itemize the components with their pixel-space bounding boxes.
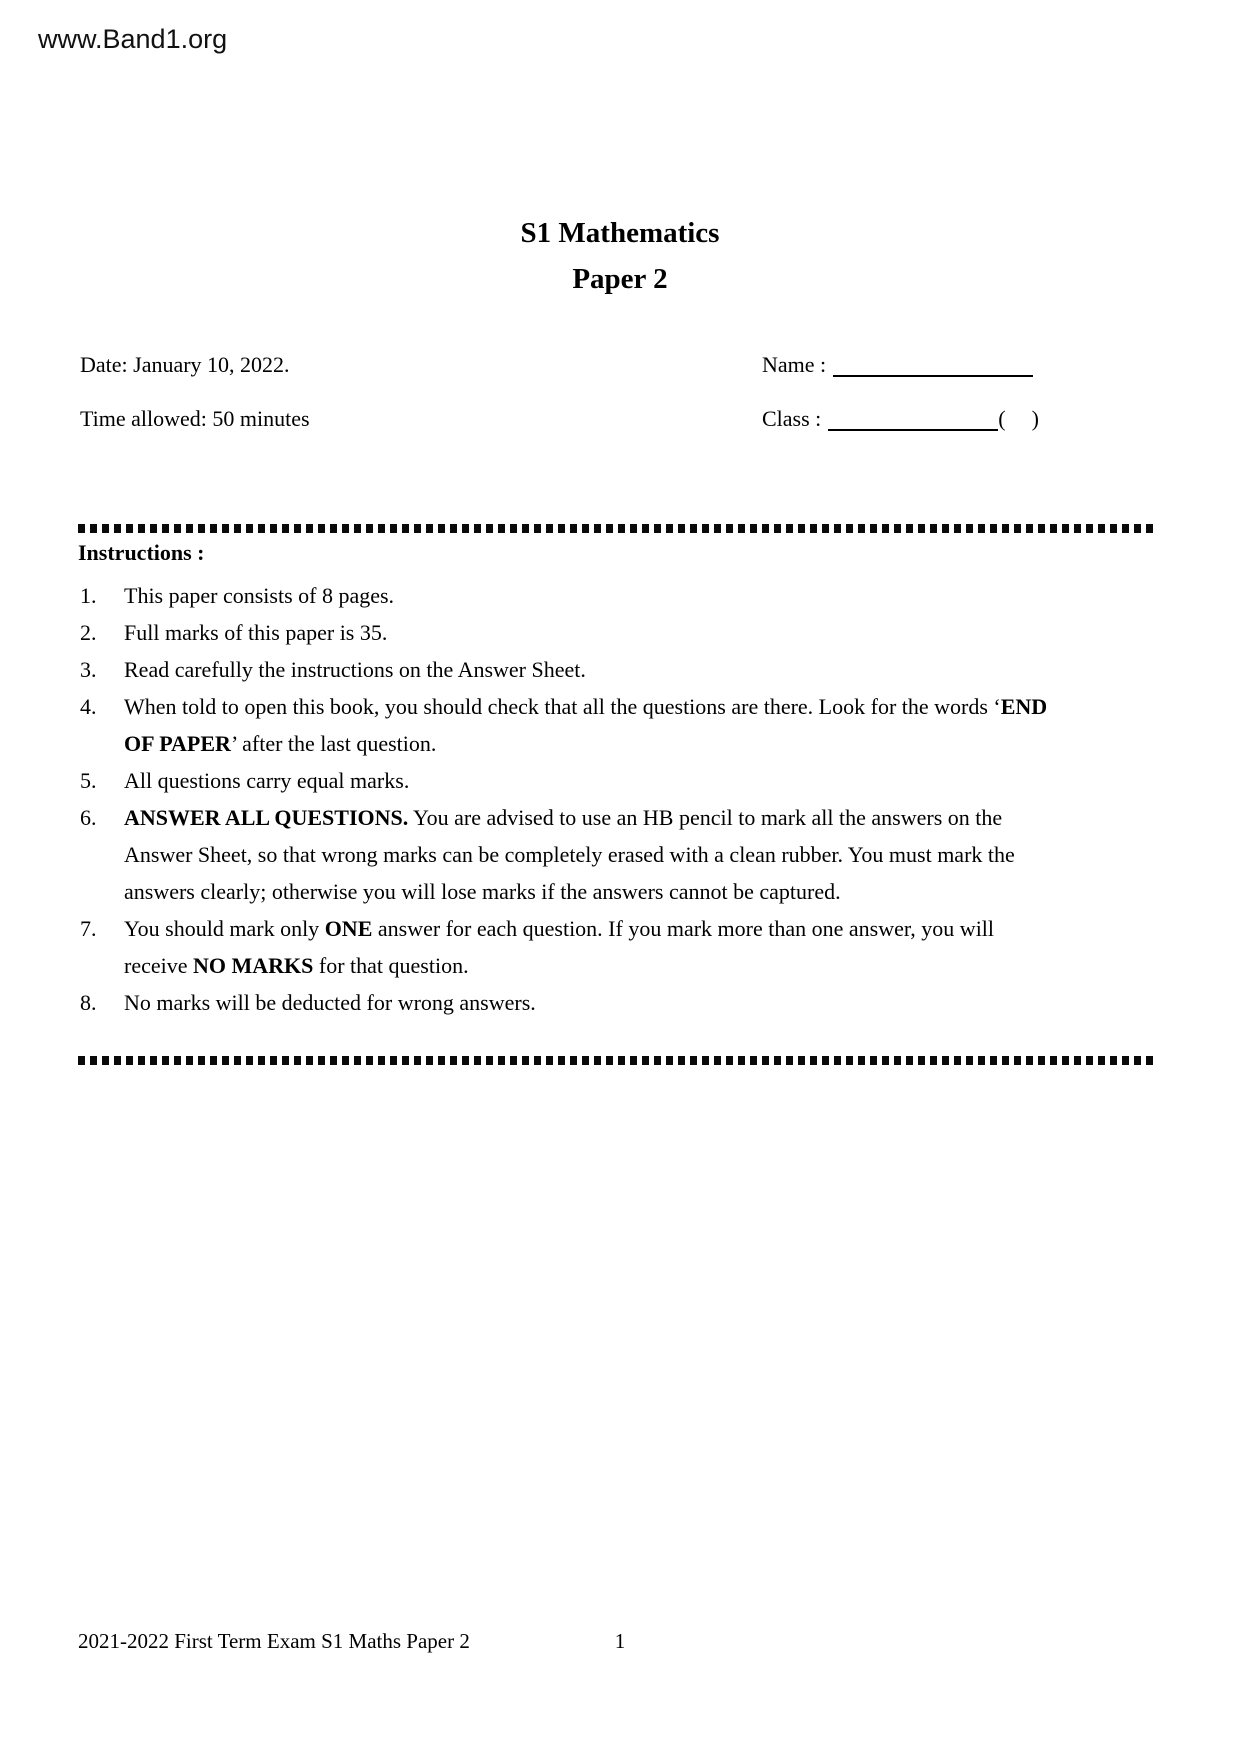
dotted-divider-top: [78, 524, 1155, 533]
footer-page-number: 1: [614, 1629, 626, 1653]
instruction-text: All questions carry equal marks.: [124, 768, 410, 793]
instruction-item: [78, 651, 1063, 688]
dotted-divider-bottom: [78, 1056, 1155, 1065]
instruction-item: [78, 910, 1063, 984]
instruction-item: [78, 762, 1063, 799]
paper-title-line1: S1 Mathematics: [520, 217, 720, 249]
class-paren-open: (: [998, 406, 1006, 431]
paper-title-line2: Paper 2: [572, 263, 668, 295]
instruction-item: [78, 799, 1063, 910]
instruction-number: 6.: [80, 805, 97, 830]
instruction-item: [78, 688, 1063, 762]
instruction-text: Read carefully the instructions on the Answer Sheet.: [124, 657, 586, 682]
instruction-number: 8.: [80, 990, 97, 1015]
class-paren-close: ): [1031, 406, 1039, 431]
instruction-text: ANSWER ALL QUESTIONS. You are advised to use an HB pencil to mark all the answers on the Answer Sheet, so that wrong marks can be completely erased with a clean rubber. You must mark the answers clearly; otherwise you will lose marks if the answers cannot be captured.: [124, 805, 1015, 904]
exam-date: Date: January 10, 2022.: [80, 352, 290, 377]
footer-document-title: 2021-2022 First Term Exam S1 Maths Paper 2: [78, 1629, 470, 1653]
class-field: [762, 406, 1039, 432]
class-label: Class :: [762, 406, 822, 431]
instructions-heading: Instructions :: [78, 540, 205, 565]
name-blank-line: [833, 367, 1033, 377]
instruction-item: [78, 984, 1063, 1021]
instruction-text: This paper consists of 8 pages.: [124, 583, 395, 608]
site-watermark: www.Band1.org: [38, 24, 228, 54]
instruction-text: When told to open this book, you should check that all the questions are there. Look for the words ‘END OF PAPER’ after the last question.: [124, 694, 1048, 756]
instructions-list: [78, 577, 1063, 1021]
instruction-number: 1.: [80, 583, 97, 608]
instruction-text: Full marks of this paper is 35.: [124, 620, 388, 645]
instruction-item: [78, 614, 1063, 651]
instruction-text: You should mark only ONE answer for each question. If you mark more than one answer, you will receive NO MARKS for that question.: [124, 916, 995, 978]
instruction-number: 3.: [80, 657, 97, 682]
instruction-item: [78, 577, 1063, 614]
name-field: [762, 352, 1033, 378]
instruction-number: 2.: [80, 620, 97, 645]
paper-title: [0, 210, 1240, 302]
instruction-number: 4.: [80, 694, 97, 719]
instruction-text: No marks will be deducted for wrong answers.: [124, 990, 536, 1015]
instruction-number: 7.: [80, 916, 97, 941]
name-label: Name :: [762, 352, 827, 377]
class-blank-line: [828, 421, 998, 431]
instruction-number: 5.: [80, 768, 97, 793]
time-allowed: Time allowed: 50 minutes: [80, 406, 310, 431]
